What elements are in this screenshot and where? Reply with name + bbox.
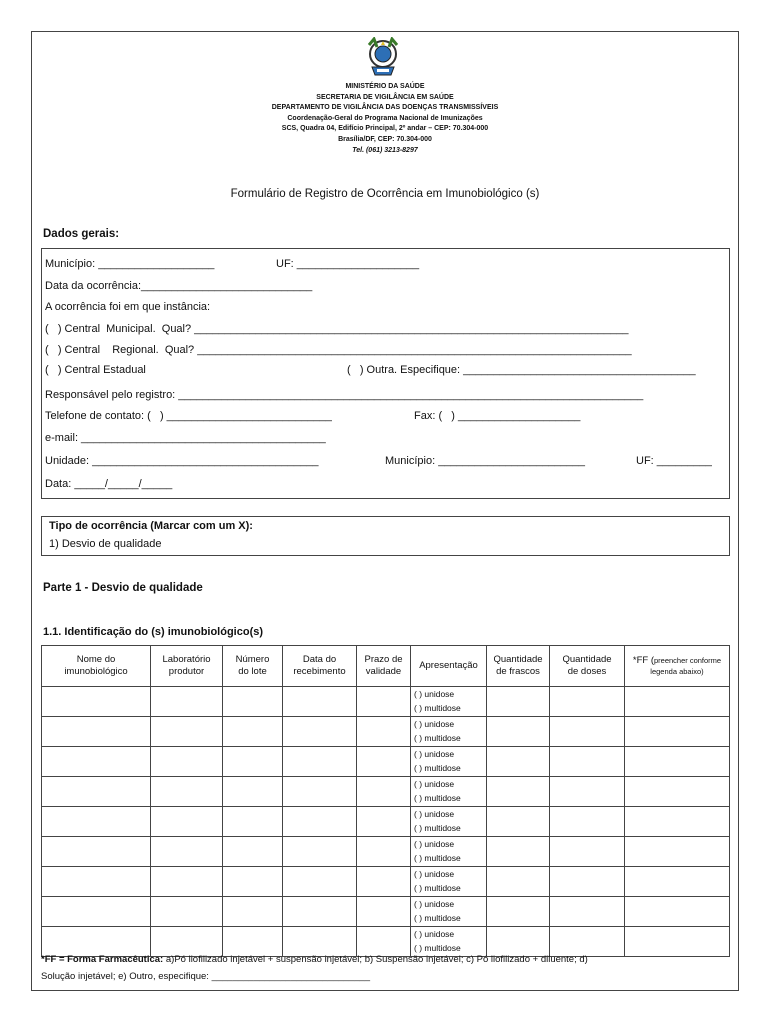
table-cell[interactable]	[550, 747, 625, 777]
header-line: DEPARTAMENTO DE VIGILÂNCIA DAS DOENÇAS TRANSMISSÍVEIS	[271, 104, 499, 112]
responsavel-field[interactable]: Responsável pelo registro: ____________________________________________________________________________	[45, 389, 644, 401]
unidose-option[interactable]: ( ) unidose	[414, 839, 455, 849]
apresentacao-cell[interactable]	[411, 747, 487, 777]
unidose-option[interactable]: ( ) unidose	[414, 689, 455, 699]
table-cell[interactable]	[223, 867, 283, 897]
table-cell[interactable]	[151, 777, 223, 807]
table-cell[interactable]	[550, 687, 625, 717]
table-cell[interactable]	[357, 687, 411, 717]
table-cell[interactable]	[625, 747, 730, 777]
table-cell[interactable]	[283, 717, 357, 747]
tipo-ocorrencia-title: Tipo de ocorrência (Marcar com um X):	[49, 520, 253, 532]
table-cell[interactable]	[357, 897, 411, 927]
multidose-option[interactable]: ( ) multidose	[414, 733, 461, 743]
table-row	[42, 837, 730, 867]
table-cell[interactable]	[625, 837, 730, 867]
apresentacao-cell[interactable]	[411, 897, 487, 927]
multidose-option[interactable]: ( ) multidose	[414, 793, 461, 803]
unidose-option[interactable]: ( ) unidose	[414, 719, 455, 729]
table-cell[interactable]	[357, 777, 411, 807]
table-row	[42, 747, 730, 777]
table-row	[42, 807, 730, 837]
multidose-option[interactable]: ( ) multidose	[414, 763, 461, 773]
apresentacao-cell[interactable]	[411, 867, 487, 897]
table-cell[interactable]	[151, 897, 223, 927]
apresentacao-cell[interactable]	[411, 687, 487, 717]
header-line: Brasília/DF, CEP: 70.304-000	[338, 135, 432, 143]
table-cell[interactable]	[487, 807, 550, 837]
table-cell[interactable]	[550, 837, 625, 867]
table-cell[interactable]	[487, 687, 550, 717]
table-cell[interactable]	[550, 897, 625, 927]
table-cell[interactable]	[487, 867, 550, 897]
table-cell[interactable]	[223, 807, 283, 837]
ministry-header	[31, 82, 739, 156]
footnote-line2: Solução injetável; e) Outro, especifique: ______________________________	[41, 971, 371, 982]
central-municipal-option[interactable]: ( ) Central Municipal. Qual? _______________________________________________________________________	[45, 323, 629, 335]
table-cell[interactable]	[42, 897, 151, 927]
table-cell[interactable]	[283, 777, 357, 807]
table-cell[interactable]	[357, 747, 411, 777]
desvio-qualidade-option[interactable]: 1) Desvio de qualidade	[49, 538, 162, 550]
col-header-ff: *FF (preencher conforme legenda abaixo)	[625, 646, 730, 687]
unidose-option[interactable]: ( ) unidose	[414, 869, 455, 879]
table-cell[interactable]	[223, 897, 283, 927]
col-header-qtd-frascos: Quantidade de frascos	[487, 646, 550, 687]
table-cell[interactable]	[151, 717, 223, 747]
table-cell[interactable]	[223, 747, 283, 777]
table-cell[interactable]	[151, 837, 223, 867]
imunobiologico-table	[41, 645, 730, 957]
col-header-numero-lote: Número do lote	[223, 646, 283, 687]
telefone-field[interactable]: Telefone de contato: ( ) ___________________________	[45, 410, 332, 422]
footnote-text: a)Pó liofilizado injetável + suspensão injetável; b) Suspensão injetável; c) Pó liofilizado + diluente; d)	[163, 954, 588, 965]
municipio2-field[interactable]: Município: ________________________	[385, 455, 586, 467]
table-cell[interactable]	[487, 747, 550, 777]
table-cell[interactable]	[625, 867, 730, 897]
outra-option[interactable]: ( ) Outra. Especifique: ______________________________________	[347, 364, 696, 376]
table-cell[interactable]	[42, 807, 151, 837]
table-cell[interactable]	[550, 717, 625, 747]
header-line: MINISTÉRIO DA SAÚDE	[345, 83, 425, 90]
email-field[interactable]: e-mail: ________________________________________	[45, 432, 326, 444]
table-cell[interactable]	[550, 807, 625, 837]
unidose-option[interactable]: ( ) unidose	[414, 749, 455, 759]
table-cell[interactable]	[357, 837, 411, 867]
table-cell[interactable]	[625, 807, 730, 837]
unidade-field[interactable]: Unidade: _____________________________________	[45, 455, 319, 467]
central-regional-option[interactable]: ( ) Central Regional. Qual? _______________________________________________________________________	[45, 344, 632, 356]
table-cell[interactable]	[357, 717, 411, 747]
table-cell[interactable]	[223, 717, 283, 747]
table-cell[interactable]	[487, 897, 550, 927]
unidose-option[interactable]: ( ) unidose	[414, 809, 455, 819]
apresentacao-cell[interactable]	[411, 837, 487, 867]
data-ocorrencia-field[interactable]: Data da ocorrência:____________________________	[45, 280, 313, 292]
instancia-label: A ocorrência foi em que instância:	[45, 301, 211, 313]
table-cell[interactable]	[223, 687, 283, 717]
apresentacao-cell[interactable]	[411, 807, 487, 837]
table-cell[interactable]	[42, 717, 151, 747]
table-cell[interactable]	[151, 867, 223, 897]
col-header-apresentacao: Apresentação	[411, 646, 487, 687]
table-cell[interactable]	[550, 867, 625, 897]
table-cell[interactable]	[283, 687, 357, 717]
parte1-title: Parte 1 - Desvio de qualidade	[43, 582, 203, 594]
table-cell[interactable]	[223, 837, 283, 867]
col-header-prazo-validade: Prazo de validade	[357, 646, 411, 687]
table-cell[interactable]	[357, 867, 411, 897]
table-cell[interactable]	[223, 777, 283, 807]
multidose-option[interactable]: ( ) multidose	[414, 883, 461, 893]
table-cell[interactable]	[151, 807, 223, 837]
table-cell[interactable]	[283, 807, 357, 837]
multidose-option[interactable]: ( ) multidose	[414, 823, 461, 833]
data-field[interactable]: Data: _____/_____/_____	[45, 478, 173, 490]
apresentacao-cell[interactable]	[411, 717, 487, 747]
table-row	[42, 777, 730, 807]
table-cell[interactable]	[550, 777, 625, 807]
header-phone: Tel. (061) 3213-8297	[352, 146, 418, 154]
col-header-data-recebimento: Data do recebimento	[283, 646, 357, 687]
table-cell[interactable]	[625, 897, 730, 927]
table-cell[interactable]	[487, 717, 550, 747]
form-title: Formulário de Registro de Ocorrência em Imunobiológico (s)	[230, 188, 540, 200]
multidose-option[interactable]: ( ) multidose	[414, 943, 461, 953]
table-row	[42, 867, 730, 897]
table-cell[interactable]	[625, 777, 730, 807]
table-row	[42, 717, 730, 747]
multidose-option[interactable]: ( ) multidose	[414, 913, 461, 923]
table-header-row	[42, 646, 730, 687]
coat-of-arms-icon	[365, 37, 401, 79]
table-cell[interactable]	[42, 777, 151, 807]
unidose-option[interactable]: ( ) unidose	[414, 899, 455, 909]
table-cell[interactable]	[151, 687, 223, 717]
header-line: SECRETARIA DE VIGILÂNCIA EM SAÚDE	[316, 93, 454, 101]
unidose-option[interactable]: ( ) unidose	[414, 929, 455, 939]
table-cell[interactable]	[42, 837, 151, 867]
col-header-laboratorio: Laboratório produtor	[151, 646, 223, 687]
header-line: SCS, Quadra 04, Edifício Principal, 2º andar – CEP: 70.304-000	[281, 125, 489, 133]
table-row	[42, 687, 730, 717]
header-line: Coordenação-Geral do Programa Nacional de Imunizações	[287, 114, 483, 122]
ff-footnote	[41, 951, 741, 985]
table-cell[interactable]	[151, 747, 223, 777]
identificacao-title: 1.1. Identificação do (s) imunobiológico(s)	[43, 626, 264, 638]
table-cell[interactable]	[283, 837, 357, 867]
footnote-bold: *FF = Forma Farmacêutica:	[41, 954, 164, 965]
table-cell[interactable]	[487, 837, 550, 867]
table-cell[interactable]	[357, 807, 411, 837]
table-cell[interactable]	[283, 897, 357, 927]
dados-gerais-title: Dados gerais:	[43, 228, 120, 240]
table-cell[interactable]	[42, 747, 151, 777]
multidose-option[interactable]: ( ) multidose	[414, 703, 461, 713]
table-row	[42, 897, 730, 927]
table-cell[interactable]	[283, 867, 357, 897]
table-cell[interactable]	[283, 747, 357, 777]
municipio-field[interactable]: Município: ___________________	[45, 258, 215, 270]
table-cell[interactable]	[625, 687, 730, 717]
apresentacao-cell[interactable]	[411, 777, 487, 807]
fax-field[interactable]: Fax: ( ) ____________________	[414, 410, 581, 422]
multidose-option[interactable]: ( ) multidose	[414, 853, 461, 863]
col-header-qtd-doses: Quantidade de doses	[550, 646, 625, 687]
table-cell[interactable]	[487, 777, 550, 807]
central-estadual-option[interactable]: ( ) Central Estadual	[45, 364, 146, 376]
table-cell[interactable]	[42, 687, 151, 717]
uf-field[interactable]: UF: ____________________	[276, 258, 420, 270]
table-cell[interactable]	[42, 867, 151, 897]
table-cell[interactable]	[625, 717, 730, 747]
col-header-nome: Nome do imunobiológico	[42, 646, 151, 687]
unidose-option[interactable]: ( ) unidose	[414, 779, 455, 789]
uf2-field[interactable]: UF: _________	[636, 455, 712, 467]
